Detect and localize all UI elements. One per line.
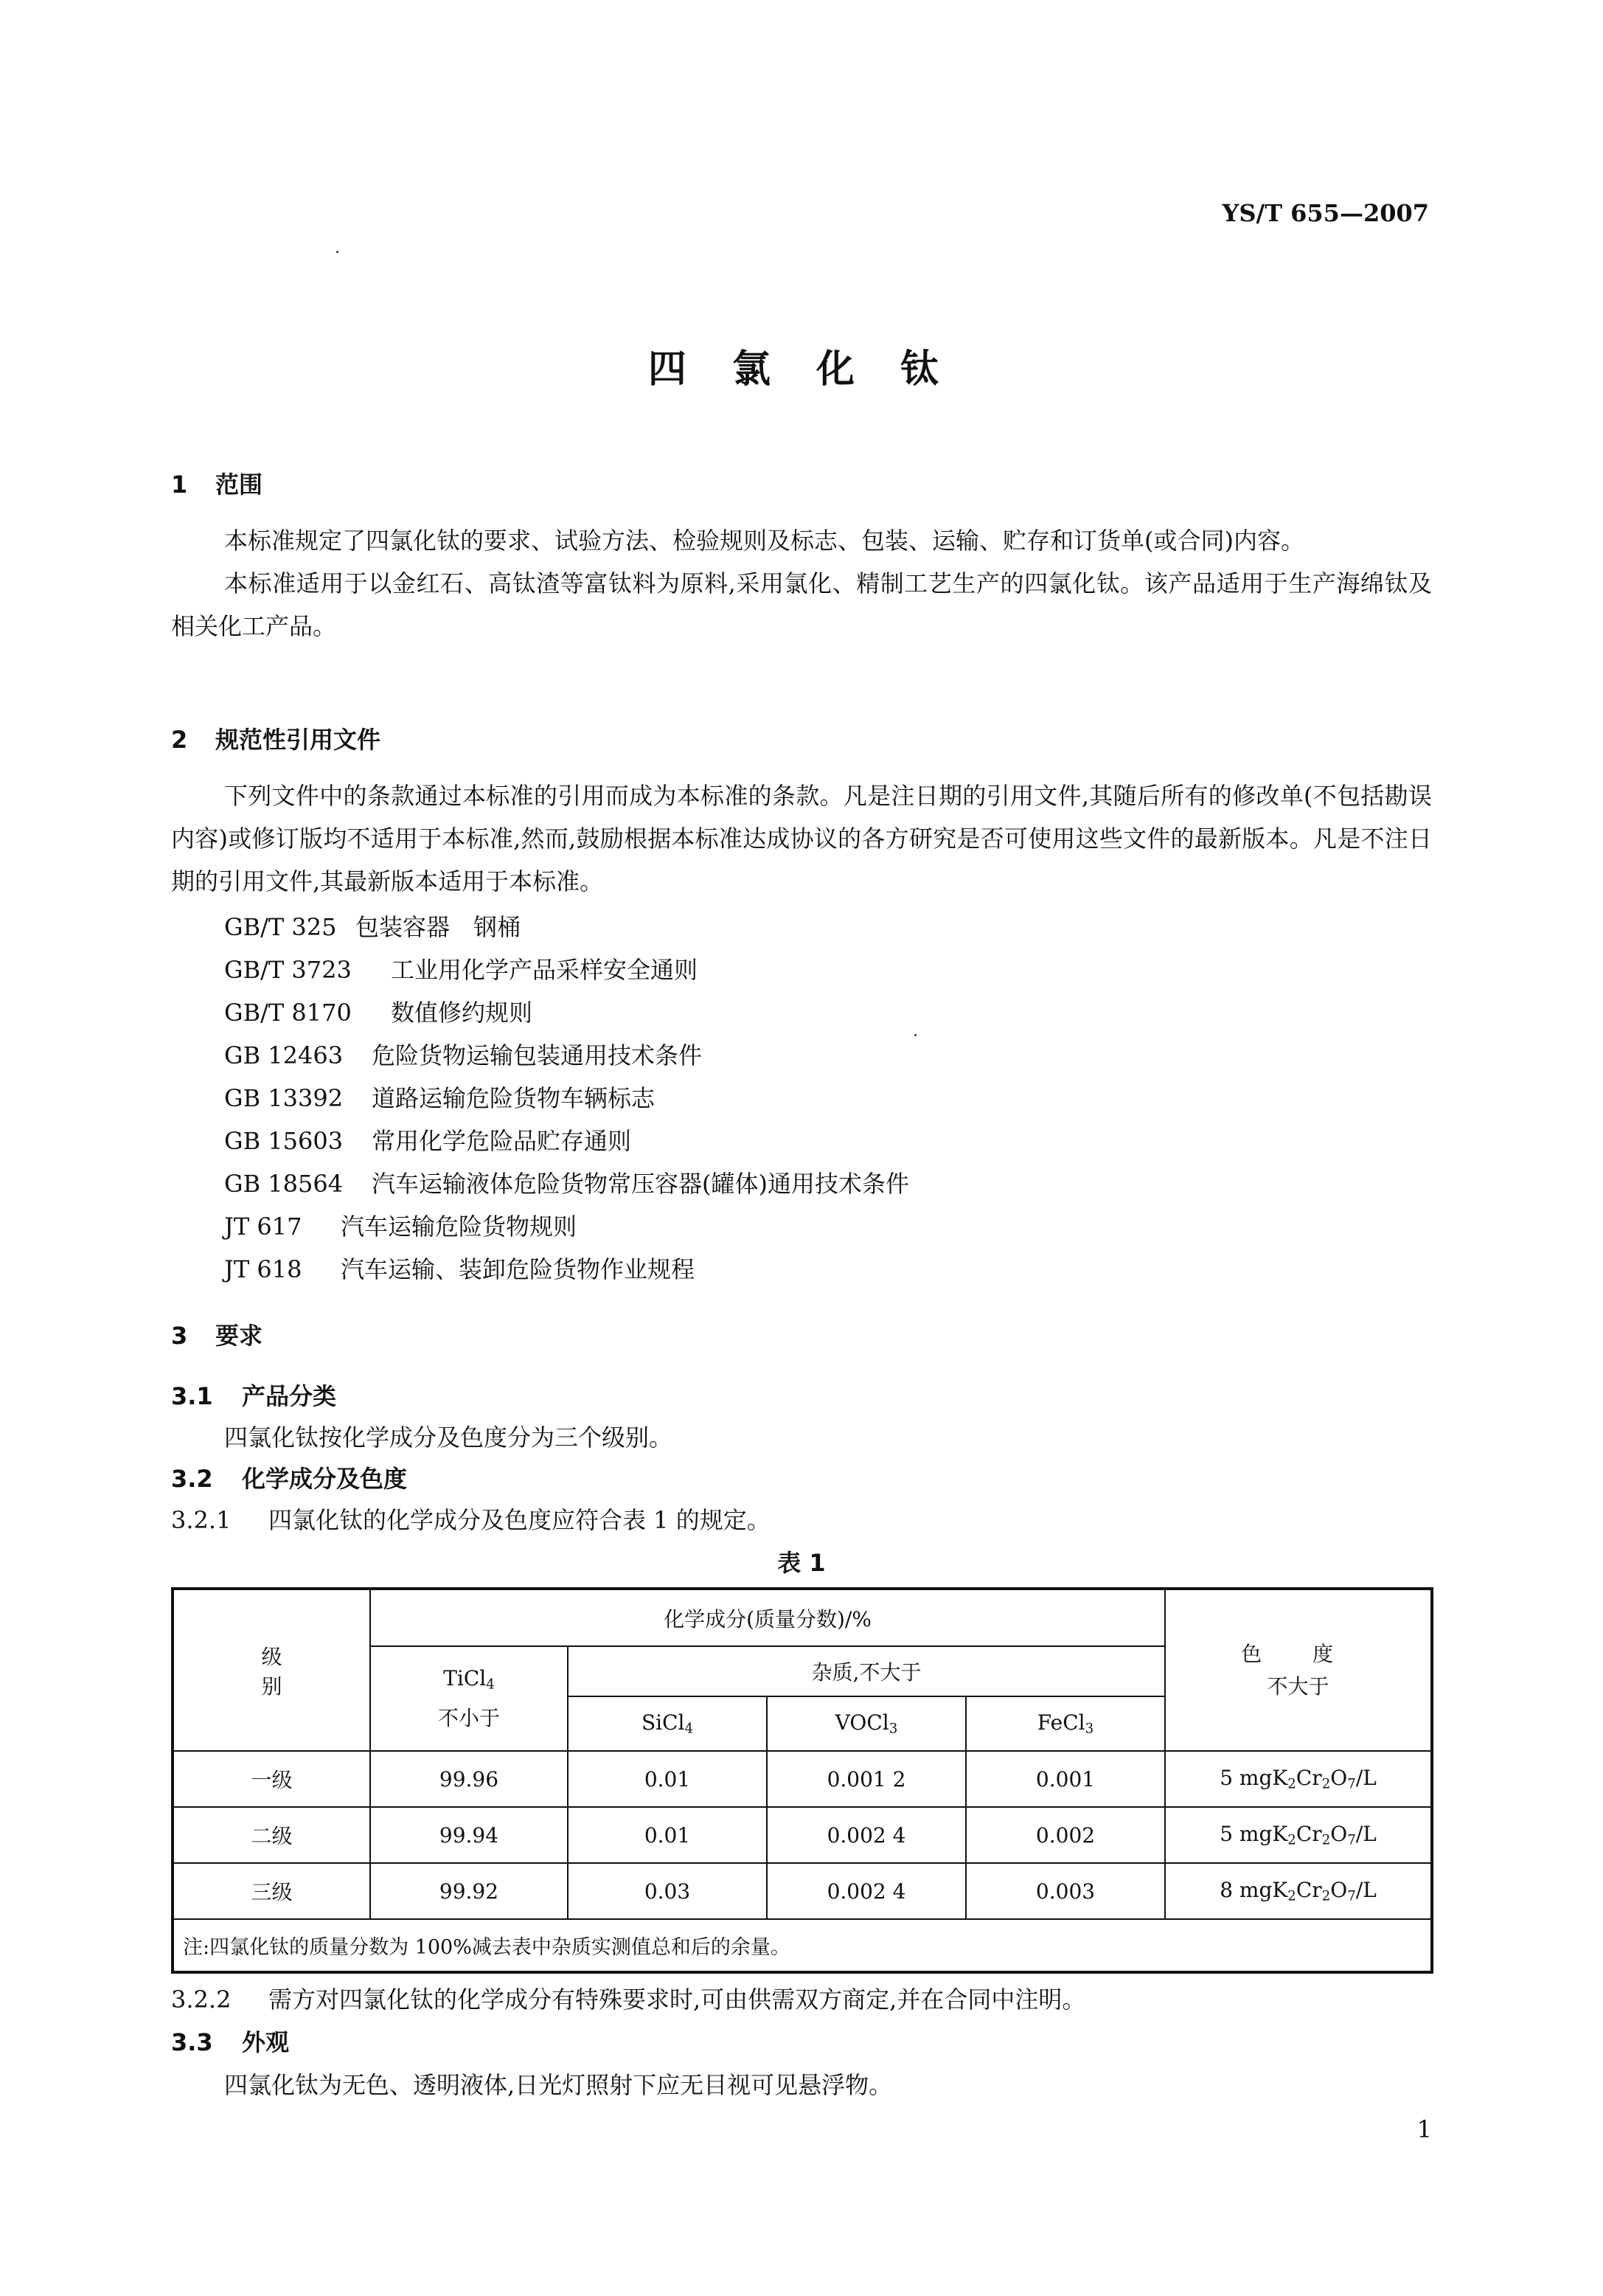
cell-ticl4: 99.96	[370, 1751, 568, 1807]
clause-3-2-2	[171, 1981, 1085, 2015]
header-chemical-composition: 化学成分(质量分数)/%	[370, 1589, 1165, 1646]
cell-fecl3: 0.001	[966, 1751, 1165, 1807]
cell-fecl3: 0.002	[966, 1807, 1165, 1863]
reference-code: GB/T 8170	[224, 999, 352, 1027]
header-vocl3	[767, 1696, 966, 1751]
section-number: 2	[171, 726, 188, 754]
section-title: 外观	[242, 2028, 290, 2056]
reference-code: GB 15603	[224, 1127, 344, 1155]
reference-title: 工业用化学产品采样安全通则	[391, 956, 698, 984]
standard-code: YS/T 655—2007	[1222, 199, 1429, 227]
paragraph: 下列文件中的条款通过本标准的引用而成为本标准的条款。凡是注日期的引用文件,其随后所有的修改单(不包括勘误内容)或修订版均不适用于本标准,然而,鼓励根据本标准达成协议的各方研究是否可使用这些文件的最新版本。凡是不注日期的引用文件,其最新版本适用于本标准。	[171, 782, 1432, 895]
formula-text: O	[1330, 1766, 1348, 1791]
formula-text: Cr	[1296, 1822, 1322, 1847]
formula-text: Cr	[1296, 1878, 1322, 1903]
section-title: 规范性引用文件	[215, 726, 381, 754]
formula-text: SiCl	[641, 1710, 685, 1735]
header-sicl4	[568, 1696, 767, 1751]
reference-title: 汽车运输液体危险货物常压容器(罐体)通用技术条件	[372, 1170, 909, 1198]
subsection-3-1-heading	[171, 1378, 336, 1412]
table-caption: 表 1	[777, 1549, 826, 1577]
reference-code: GB 13392	[224, 1084, 344, 1112]
color-value: 5 mgK	[1220, 1766, 1288, 1791]
clause-number: 3.2.2	[171, 1985, 232, 2014]
subsection-3-2-heading	[171, 1460, 407, 1494]
formula-subscript: 7	[1347, 1888, 1356, 1904]
table-note: 注:四氯化钛的质量分数为 100%减去表中杂质实测值总和后的余量。	[173, 1919, 1432, 1972]
formula-text: TiCl	[443, 1665, 487, 1690]
section-title: 要求	[215, 1322, 263, 1350]
formula-subscript: 2	[1287, 1776, 1296, 1792]
header-fecl3	[966, 1696, 1165, 1751]
reference-title: 危险货物运输包装通用技术条件	[372, 1041, 703, 1069]
cell-vocl3: 0.002 4	[767, 1807, 966, 1863]
clause-number: 3.2.1	[171, 1506, 232, 1534]
cell-fecl3: 0.003	[966, 1863, 1165, 1919]
section-1-heading	[171, 466, 262, 500]
clause-text: 需方对四氯化钛的化学成分有特殊要求时,可由供需双方商定,并在合同中注明。	[268, 1985, 1086, 2014]
subsection-3-3-heading	[171, 2024, 289, 2058]
unit-text: /L	[1355, 1878, 1377, 1903]
reference-item	[224, 1251, 695, 1285]
subsection-3-3-text: 四氯化钛为无色、透明液体,日光灯照射下应无目视可见悬浮物。	[224, 2071, 893, 2099]
formula-subscript: 2	[1321, 1888, 1331, 1904]
reference-title: 包装容器 钢桶	[355, 913, 521, 941]
formula-subscript: 2	[1321, 1776, 1331, 1792]
document-title: 四 氯 化 钛	[647, 347, 956, 392]
cell-vocl3: 0.001 2	[767, 1751, 966, 1807]
cell-ticl4: 99.94	[370, 1807, 568, 1863]
unit-text: /L	[1355, 1822, 1377, 1847]
reference-item	[224, 1208, 577, 1242]
scan-speck	[914, 1034, 917, 1036]
section-number: 3.1	[171, 1382, 213, 1410]
cell-vocl3: 0.002 4	[767, 1863, 966, 1919]
formula-subscript: 2	[1287, 1832, 1296, 1848]
color-value: 5 mgK	[1220, 1822, 1288, 1847]
table-row	[173, 1807, 1432, 1863]
chemical-composition-table	[171, 1587, 1433, 1974]
cell-sicl4: 0.03	[568, 1863, 767, 1919]
header-color-label: 色 度	[1241, 1641, 1355, 1666]
cell-ticl4: 99.92	[370, 1863, 568, 1919]
scan-speck	[336, 251, 338, 253]
formula-subscript: 4	[684, 1721, 694, 1737]
formula-text: O	[1330, 1822, 1348, 1847]
color-value: 8 mgK	[1220, 1878, 1288, 1903]
paragraph: 本标准适用于以金红石、高钛渣等富钛料为原料,采用氯化、精制工艺生产的四氯化钛。该产品适用于生产海绵钛及相关化工产品。	[171, 569, 1432, 640]
section-1-body	[171, 519, 1432, 648]
clause-text: 四氯化钛的化学成分及色度应符合表 1 的规定。	[268, 1506, 771, 1534]
section-2-heading	[171, 721, 380, 755]
reference-item	[224, 994, 532, 1028]
cell-sicl4: 0.01	[568, 1807, 767, 1863]
formula-subscript: 2	[1287, 1888, 1296, 1904]
reference-title: 道路运输危险货物车辆标志	[372, 1084, 656, 1112]
formula-text: O	[1330, 1878, 1348, 1903]
clause-3-2-1	[171, 1502, 771, 1536]
reference-code: GB/T 3723	[224, 956, 352, 984]
cell-color	[1165, 1807, 1432, 1863]
header-ticl4-limit: 不小于	[437, 1706, 500, 1731]
cell-sicl4: 0.01	[568, 1751, 767, 1807]
reference-title: 汽车运输、装卸危险货物作业规程	[341, 1255, 695, 1283]
cell-level: 一级	[173, 1751, 370, 1807]
reference-code: GB/T 325	[224, 913, 337, 941]
section-number: 1	[171, 471, 188, 499]
section-title: 范围	[215, 471, 263, 499]
formula-subscript: 7	[1347, 1776, 1356, 1792]
cell-color	[1165, 1751, 1432, 1807]
section-title: 化学成分及色度	[242, 1465, 408, 1493]
cell-color	[1165, 1863, 1432, 1919]
header-ticl4-formula	[371, 1662, 567, 1702]
cell-level: 三级	[173, 1863, 370, 1919]
header-impurities: 杂质,不大于	[568, 1646, 1165, 1696]
formula-subscript: 3	[889, 1721, 898, 1737]
table-row	[173, 1751, 1432, 1807]
unit-text: /L	[1355, 1766, 1377, 1791]
formula-subscript: 4	[486, 1676, 495, 1693]
reference-code: GB 18564	[224, 1170, 344, 1198]
formula-subscript: 7	[1347, 1832, 1356, 1848]
header-color	[1165, 1589, 1432, 1751]
formula-subscript: 2	[1321, 1832, 1331, 1848]
table-row	[173, 1863, 1432, 1919]
reference-item	[224, 1080, 655, 1114]
formula-text: VOCl	[835, 1710, 889, 1735]
section-2-body	[171, 774, 1432, 903]
reference-item	[224, 909, 521, 943]
subsection-3-1-text: 四氯化钛按化学成分及色度分为三个级别。	[224, 1423, 673, 1452]
section-number: 3	[171, 1322, 188, 1350]
header-color-limit: 不大于	[1267, 1674, 1329, 1699]
reference-item	[224, 1165, 909, 1199]
reference-item	[224, 1037, 702, 1071]
reference-code: JT 617	[224, 1213, 302, 1241]
reference-item	[224, 951, 698, 985]
section-number: 3.3	[171, 2028, 213, 2056]
reference-code: JT 618	[224, 1255, 302, 1283]
header-ticl4	[370, 1646, 568, 1751]
header-level: 级 别	[173, 1589, 370, 1751]
section-title: 产品分类	[242, 1382, 337, 1410]
formula-text: FeCl	[1037, 1710, 1085, 1735]
cell-level: 二级	[173, 1807, 370, 1863]
reference-title: 数值修约规则	[391, 999, 533, 1027]
reference-code: GB 12463	[224, 1041, 344, 1069]
page-number: 1	[1416, 2115, 1432, 2143]
formula-text: Cr	[1296, 1766, 1322, 1791]
reference-title: 汽车运输危险货物规则	[341, 1213, 577, 1241]
formula-subscript: 3	[1085, 1721, 1094, 1737]
section-number: 3.2	[171, 1465, 213, 1493]
section-3-heading	[171, 1317, 262, 1351]
reference-title: 常用化学危险品贮存通则	[372, 1127, 632, 1155]
reference-item	[224, 1123, 631, 1156]
paragraph: 本标准规定了四氯化钛的要求、试验方法、检验规则及标志、包装、运输、贮存和订货单(或合同)内容。	[224, 527, 1304, 555]
